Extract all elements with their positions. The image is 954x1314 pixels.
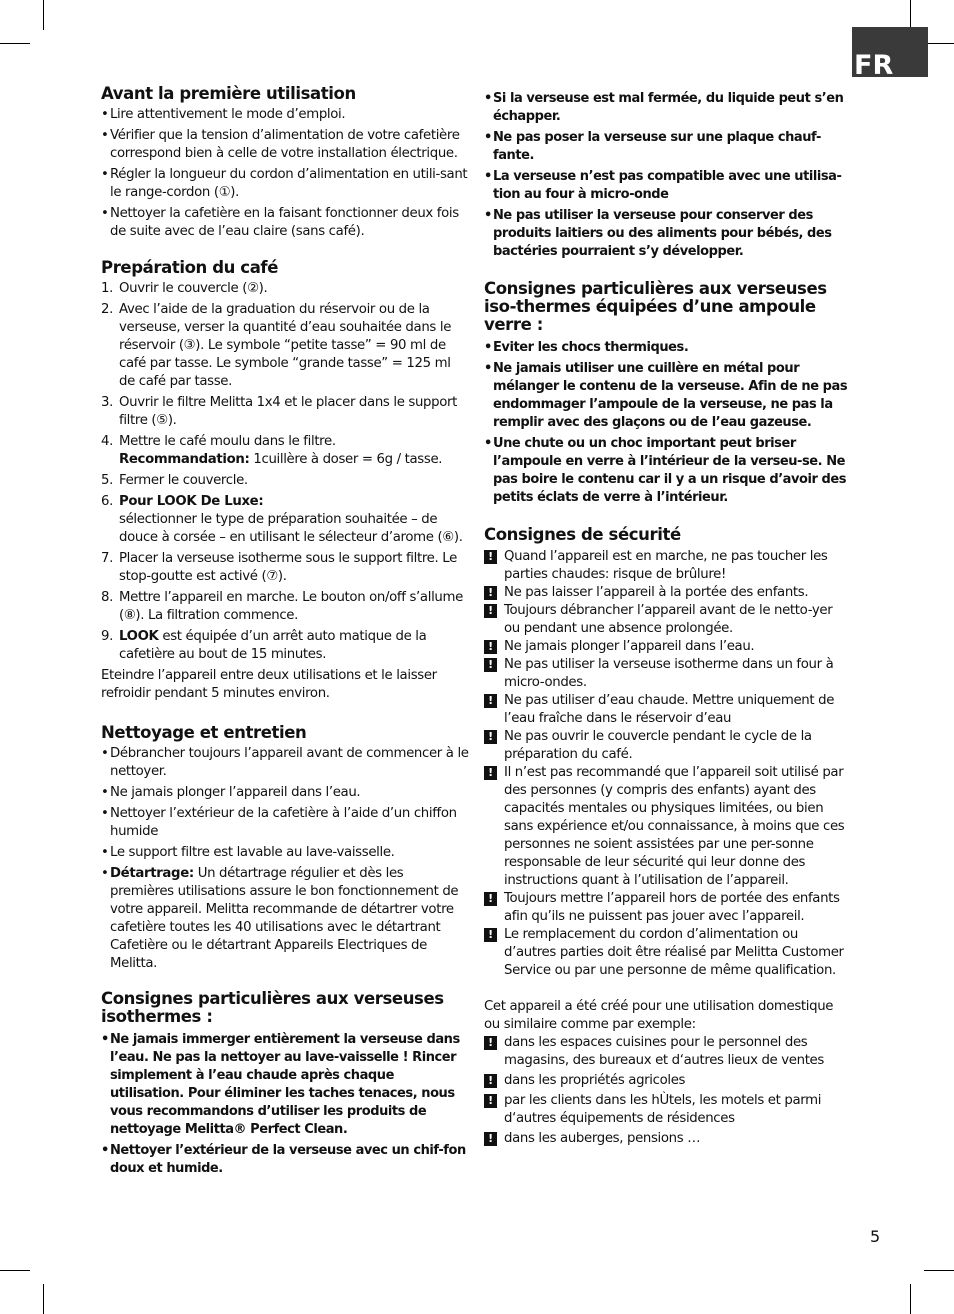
crop-mark [924,1270,954,1271]
usage-item: ! dans les espaces cuisines pour le personnel des magasins, des bureaux et d‘autres lieux de ventes [484,1034,852,1070]
step-item: 5. Fermer le couvercle. [101,473,248,488]
list-item: • Si la verseuse est mal fermée, du liquide peut s’en échapper. [484,90,852,126]
list-item: • Une chute ou un choc important peut briser l’ampoule en verre à l’intérieur de la verseu-se. Ne pas boire le contenu car il y a un risque d’avoir des petits éclats de verre à l’intérieur. [484,435,852,507]
before-first-use-list [101,106,469,241]
warning-icon: ! [484,766,497,780]
step-item: 1. Ouvrir le couvercle (②). [101,281,268,296]
warning-item: ! Ne pas utiliser la verseuse isotherme dans un four à micro-ondes. [484,656,852,692]
list-item: • Vérifier que la tension d’alimentation de votre cafetière correspond bien à celle de votre installation électrique. [101,127,469,163]
list-item: • Débrancher toujours l’appareil avant de commencer à le nettoyer. [101,745,469,781]
list-item: • Le support filtre est lavable au lave-vaisselle. [101,844,469,862]
list-item: • Régler la longueur du cordon d’alimentation en utili-sant le range-cordon (①). [101,166,469,202]
page-number: 5 [870,1227,881,1246]
list-item: • Eviter les chocs thermiques. [484,339,852,357]
warning-icon: ! [484,586,497,600]
warning-icon: ! [484,658,497,672]
usage-item: ! par les clients dans les hÙtels, les motels et parmi d‘autres équipements de résidences [484,1092,852,1128]
crop-mark [0,1270,30,1271]
list-item: • Lire attentivement le mode d’emploi. [101,106,469,124]
warning-icon: ! [484,550,497,564]
list-item: • Ne jamais plonger l’appareil dans l’eau. [101,784,469,802]
crop-mark [43,1284,44,1314]
crop-mark [43,0,44,30]
list-item: • Ne jamais immerger entièrement la verseuse dans l’eau. Ne pas la nettoyer au lave-vaisselle ! Rincer simplement à l’eau chaude après chaque utilisation. Pour éliminer les taches tenaces, nous vous recommandons d’utiliser les produits de nettoyage Melitta® Perfect Clean. [101,1031,469,1139]
warning-icon: ! [484,604,497,618]
step-item: 9. LOOK est équipée d’un arrêt auto matique de la cafetière au bout de 15 minutes. [101,629,427,662]
usage-item: ! dans les auberges, pensions … [484,1130,852,1148]
list-item: • Nettoyer l’extérieur de la cafetière à l’aide d’un chiffon humide [101,805,469,841]
warning-item: ! Quand l’appareil est en marche, ne pas toucher les parties chaudes: risque de brûlure! [484,548,852,584]
step-item: 8. Mettre l’appareil en marche. Le bouton on/off s’allume (⑧). La filtration commence. [101,590,463,623]
warning-icon: ! [484,1036,497,1050]
crop-mark [910,1284,911,1314]
domestic-list [484,1034,852,1148]
warning-item: ! Ne pas utiliser d’eau chaude. Mettre uniquement de l’eau fraîche dans le réservoir d’eau [484,692,852,728]
crop-mark [0,43,30,44]
warning-item: ! Le remplacement du cordon d’alimentation ou d’autres parties doit être réalisé par Melitta Customer Service ou par une personne de même qualification. [484,926,852,980]
list-item: • Ne pas poser la verseuse sur une plaque chauf-fante. [484,129,852,165]
step-item: 2. Avec l’aide de la graduation du réservoir ou de la verseuse, verser la quantité d’eau souhaitée dans le réservoir (③). Le symbole “petite tasse” = 90 ml de café par tasse. Le symbole “grande tasse” = 125 ml de café par tasse. [101,302,452,389]
right-column [484,90,852,1148]
left-column [101,84,469,1181]
crop-mark [910,0,911,30]
section-title-cleaning: Nettoyage et entretien [101,723,307,742]
list-item: • Nettoyer l’extérieur de la verseuse avec un chif-fon doux et humide. [101,1142,469,1178]
list-item: • Ne jamais utiliser une cuillère en métal pour mélanger le contenu de la verseuse. Afin de ne pas endommager l’ampoule de la verseuse, ne pas la remplir avec des glaçons ou de l’eau gazeuse. [484,360,852,432]
language-tab-label: FR [854,50,894,81]
domestic-intro: Cet appareil a été créé pour une utilisation domestique ou similaire comme par exemple: [484,999,834,1032]
list-item: • La verseuse n’est pas compatible avec une utilisa-tion au four à micro-onde [484,168,852,204]
section-title-preparation: Prepáration du café [101,258,278,277]
warning-icon: ! [484,694,497,708]
warning-icon: ! [484,730,497,744]
warning-icon: ! [484,1074,497,1088]
crop-mark [924,43,954,44]
step-item: 7. Placer la verseuse isotherme sous le support filtre. Le stop-goutte est activé (⑦). [101,551,457,584]
warning-item: ! Il n’est pas recommandé que l’appareil soit utilisé par des personnes (y compris des enfants) ayant des capacités mentales ou physiques limitées, ou bien sans expérience et/ou connaissance, à moins que ces personnes ne soient assistées par une per-sonne responsable de leur sécurité qui leur donne des instructions quant à l’utilisation de l’appareil. [484,764,852,890]
section-title-before-first-use: Avant la première utilisation [101,84,356,103]
list-item: • Ne pas utiliser la verseuse pour conserver des produits laitiers ou des aliments pour bébés, des bactéries pourraient s’y développer. [484,207,852,261]
section-title-iso-carafe: Consignes particulières aux verseuses isothermes : [101,989,444,1026]
warning-item: ! Ne jamais plonger l’appareil dans l’eau. [484,638,852,656]
warning-icon: ! [484,640,497,654]
warning-item: ! Toujours débrancher l’appareil avant de le netto-yer ou pendant une absence prolongée. [484,602,852,638]
step-item: 4. Mettre le café moulu dans le filtre. Recommandation: 1cuillère à doser = 6g / tasse. [101,434,443,467]
iso-carafe-list [101,1031,469,1178]
list-item: • Nettoyer la cafetière en la faisant fonctionner deux fois de suite avec de l’eau claire (sans café). [101,205,469,241]
warning-item: ! Ne pas laisser l’appareil à la portée des enfants. [484,584,852,602]
warning-icon: ! [484,1132,497,1146]
warning-icon: ! [484,892,497,906]
glass-bulb-list [484,339,852,507]
warning-icon: ! [484,1094,497,1108]
usage-item: ! dans les propriétés agricoles [484,1072,852,1090]
section-title-safety: Consignes de sécurité [484,525,681,544]
warning-item: ! Toujours mettre l’appareil hors de portée des enfants afin qu’ils ne puissent pas jouer avec l’appareil. [484,890,852,926]
list-item: • Détartrage: Un détartrage régulier et dès les premières utilisations assure le bon fonctionnement de votre appareil. Melitta recommande de détartrer votre cafetière toutes les 40 utilisations avec le détartrant Cafetière ou le détartrant Appareils Electriques de Melitta. [101,865,469,973]
language-tab [852,27,928,81]
safety-list [484,548,852,980]
preparation-note: Eteindre l’appareil entre deux utilisations et le laisser refroidir pendant 5 minutes environ. [101,668,437,701]
step-item: 6. Pour LOOK De Luxe: sélectionner le type de préparation souhaitée – de douce à corsée – en utilisant le sélecteur d’arome (⑥). [101,494,463,545]
cleaning-list [101,745,469,973]
preparation-steps [101,280,469,664]
warning-item: ! Ne pas ouvrir le couvercle pendant le cycle de la préparation du café. [484,728,852,764]
step-item: 3. Ouvrir le filtre Melitta 1x4 et le placer dans le support filtre (⑤). [101,395,458,428]
warning-icon: ! [484,928,497,942]
section-title-glass-bulb: Consignes particulières aux verseuses iso-thermes équipées d’une ampoule verre : [484,279,827,334]
carafe-warnings-list [484,90,852,261]
